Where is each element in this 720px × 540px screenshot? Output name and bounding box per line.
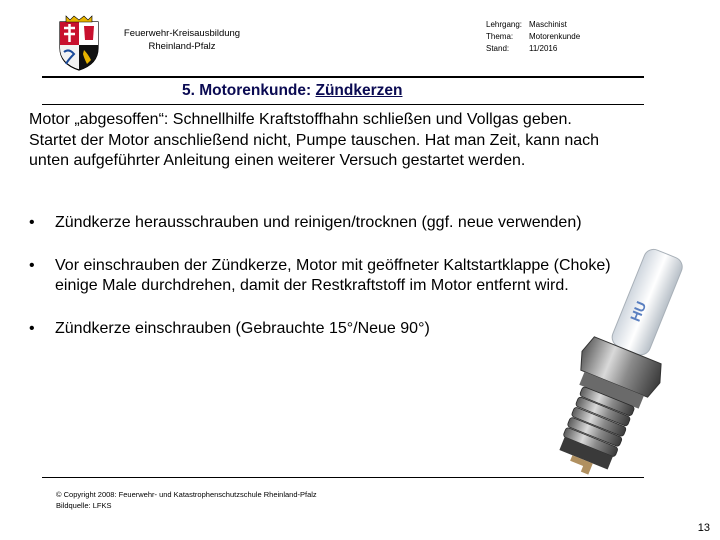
footer-divider [42, 477, 644, 478]
org-line-1: Feuerwehr-Kreisausbildung [123, 28, 241, 39]
meta-key: Lehrgang: [486, 20, 523, 29]
meta-key: Stand: [486, 44, 510, 53]
bullet-marker: • [29, 256, 35, 274]
instruction-list [29, 213, 619, 339]
meta-row [486, 31, 580, 43]
meta-value: Motorenkunde [529, 32, 581, 41]
image-source-text: Bildquelle: LFKS [56, 501, 112, 510]
meta-value: Maschinist [529, 20, 567, 29]
list-item-text: Zündkerze einschrauben (Gebrauchte 15°/Neue 90°) [55, 319, 430, 337]
course-meta [486, 19, 580, 55]
rhineland-palatinate-coat-of-arms-logo [54, 14, 104, 72]
meta-row [486, 19, 580, 31]
meta-row [486, 43, 580, 55]
intro-paragraph: Motor „abgesoffen“: Schnellhilfe Kraftstoffhahn schließen und Vollgas geben. Startet der Motor anschließend nicht, Pumpe tauschen. Hat man Zeit, kann nach unten aufgeführter Anleitung einen weiterer Versuch gestartet werden. [29, 111, 600, 169]
list-item [29, 213, 619, 234]
list-item-text: Vor einschrauben der Zündkerze, Motor mit geöffneter Kaltstartklappe (Choke) einige Male durchdrehen, damit der Restkraftstoff im Motor entfernt wird. [55, 256, 611, 294]
list-item [29, 256, 619, 297]
list-item-text: Zündkerze herausschrauben und reinigen/trocknen (ggf. neue verwenden) [55, 214, 582, 231]
title-divider [42, 104, 644, 105]
slide-title-topic: Zündkerzen [315, 82, 403, 99]
copyright-text: © Copyright 2008: Feuerwehr- und Katastrophenschutzschule Rheinland-Pfalz [56, 490, 317, 499]
bullet-marker: • [29, 214, 35, 231]
meta-value: 11/2016 [529, 44, 558, 53]
slide-title [182, 82, 402, 100]
meta-key: Thema: [486, 32, 514, 41]
organization-name [108, 27, 256, 53]
bullet-marker: • [29, 319, 35, 337]
slide-title-prefix: 5. Motorenkunde: [182, 82, 316, 99]
page-number: 13 [697, 522, 710, 534]
org-line-2: Rheinland-Pfalz [148, 41, 216, 52]
header-divider [42, 76, 644, 78]
svg-text:HU: HU [626, 298, 650, 324]
footer [56, 489, 317, 511]
list-item [29, 319, 619, 340]
